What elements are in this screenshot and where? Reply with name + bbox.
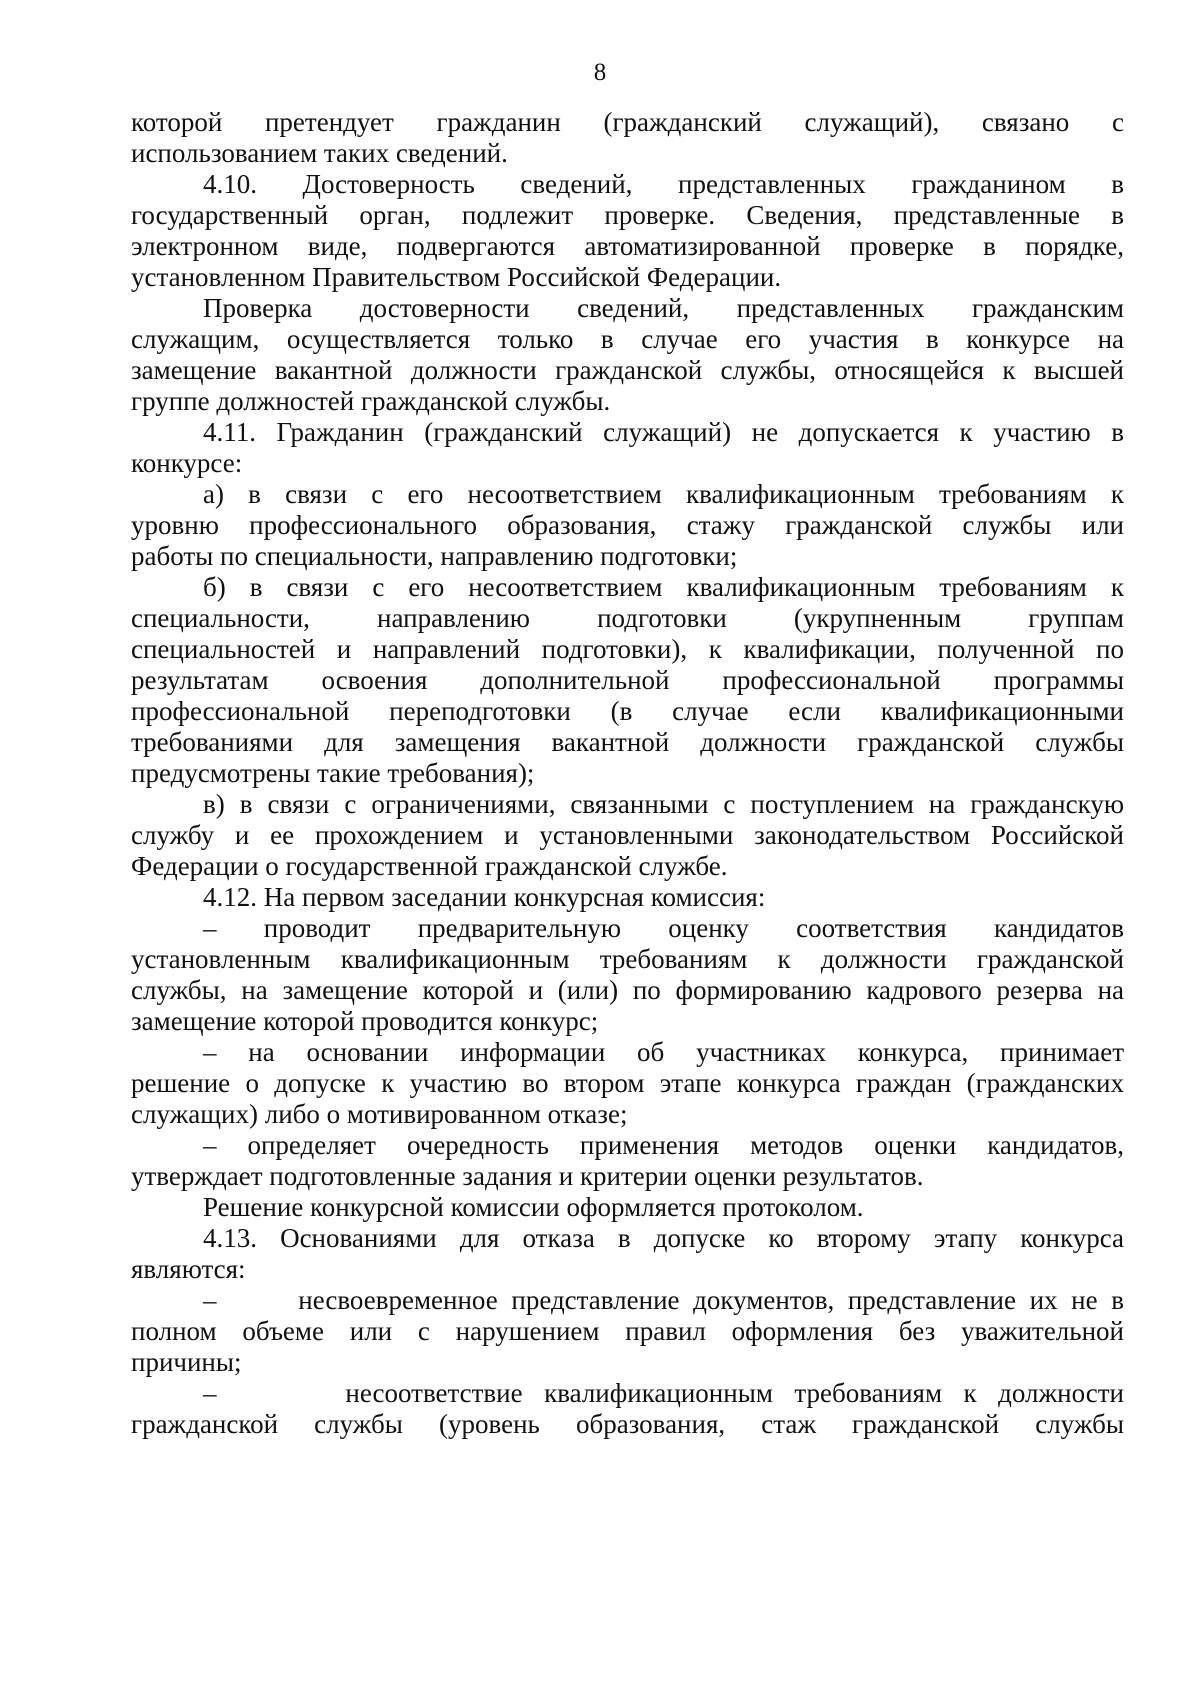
- text-line: специальности, направлению подготовки (укрупненным группам: [131, 603, 1124, 633]
- text-line: в) в связи с ограничениями, связанными с поступлением на гражданскую: [203, 789, 1124, 819]
- text-line: группе должностей гражданской службы.: [131, 386, 611, 416]
- text-line: 4.13. Основаниями для отказа в допуске ко второму этапу конкурса: [203, 1223, 1124, 1253]
- text-line: уровню профессионального образования, стажу гражданской службы или: [131, 510, 1124, 540]
- text-line: б) в связи с его несоответствием квалификационным требованиям к: [203, 572, 1124, 602]
- text-line: – несвоевременное представление документов, представление их не в: [203, 1285, 1124, 1315]
- text-line: замещение которой проводится конкурс;: [131, 1006, 599, 1036]
- text-line: результатам освоения дополнительной профессиональной программы: [131, 665, 1124, 695]
- text-line: службу и ее прохождением и установленными законодательством Российской: [131, 820, 1124, 850]
- text-line: службы, на замещение которой и (или) по формированию кадрового резерва на: [131, 975, 1124, 1005]
- page-number: 8: [593, 59, 607, 86]
- text-line: Федерации о государственной гражданской службе.: [131, 851, 728, 881]
- text-line: – на основании информации об участниках конкурса, принимает: [203, 1037, 1124, 1067]
- text-line: утверждает подготовленные задания и критерии оценки результатов.: [131, 1161, 924, 1191]
- text-line: гражданской службы (уровень образования, стаж гражданской службы: [131, 1409, 1124, 1439]
- text-line: служащих) либо о мотивированном отказе;: [131, 1099, 628, 1129]
- text-line: – определяет очередность применения методов оценки кандидатов,: [203, 1130, 1124, 1160]
- text-line: использованием таких сведений.: [131, 138, 508, 168]
- text-line: 4.10. Достоверность сведений, представленных гражданином в: [203, 169, 1124, 199]
- text-line: служащим, осуществляется только в случае его участия в конкурсе на: [131, 324, 1124, 354]
- text-line: полном объеме или с нарушением правил оформления без уважительной: [131, 1316, 1124, 1346]
- text-line: конкурсе:: [131, 448, 243, 478]
- text-line: профессиональной переподготовки (в случае если квалификационными: [131, 696, 1124, 726]
- text-line: требованиями для замещения вакантной должности гражданской службы: [131, 727, 1124, 757]
- text-line: – несоответствие квалификационным требованиям к должности: [203, 1378, 1124, 1408]
- text-line: работы по специальности, направлению подготовки;: [131, 541, 738, 571]
- text-line: – проводит предварительную оценку соответствия кандидатов: [203, 913, 1124, 943]
- text-line: государственный орган, подлежит проверке. Сведения, представленные в: [131, 200, 1124, 230]
- text-line: Решение конкурсной комиссии оформляется протоколом.: [203, 1192, 864, 1222]
- text-line: специальностей и направлений подготовки), к квалификации, полученной по: [131, 634, 1124, 664]
- text-line: установленном Правительством Российской Федерации.: [131, 262, 782, 292]
- text-line: 4.11. Гражданин (гражданский служащий) не допускается к участию в: [203, 417, 1124, 447]
- text-line: предусмотрены такие требования);: [131, 758, 535, 788]
- text-line: 4.12. На первом заседании конкурсная комиссия:: [203, 882, 766, 912]
- text-line: решение о допуске к участию во втором этапе конкурса граждан (гражданских: [131, 1068, 1124, 1098]
- text-line: Проверка достоверности сведений, представленных гражданским: [203, 293, 1124, 323]
- text-line: установленным квалификационным требованиям к должности гражданской: [131, 944, 1124, 974]
- text-line: причины;: [131, 1347, 242, 1377]
- text-line: электронном виде, подвергаются автоматизированной проверке в порядке,: [131, 231, 1124, 261]
- text-line: которой претендует гражданин (гражданский служащий), связано с: [131, 107, 1124, 137]
- text-line: замещение вакантной должности гражданской службы, относящейся к высшей: [131, 355, 1124, 385]
- text-line: являются:: [131, 1254, 246, 1284]
- text-line: а) в связи с его несоответствием квалификационным требованиям к: [203, 479, 1124, 509]
